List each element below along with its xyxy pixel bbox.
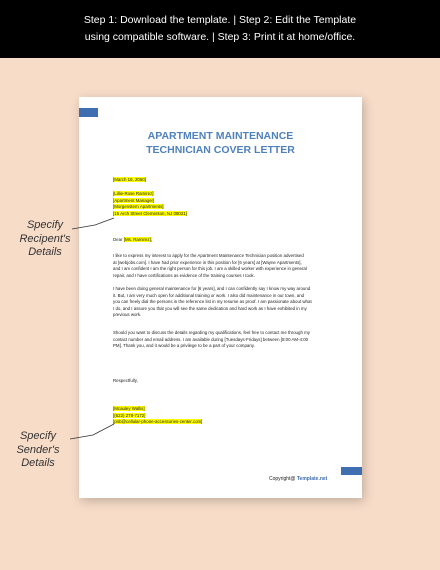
salutation: Dear [Ms. Ramirez], [113, 237, 153, 242]
sender-email: [pnb@cellular-phone-accessories-center.com] [113, 419, 203, 425]
recipient-name: [Lillie-Rose Ramirez] [113, 191, 154, 196]
sender-callout: Specify Sender's Details [16, 430, 60, 469]
recipient-title: [Apartment Manager] [113, 197, 155, 203]
recipient-callout-arrow [72, 218, 114, 229]
paragraph-3: Should you want to discuss the details regarding my qualifications, feel free to contact me through my contact number and email address. I am available during [Tuesdays-Fridays] between [8:00 AM-4:00 PM]. Thank you, and it would be a privilege to be a part of your company. [113, 330, 310, 349]
sender-name: [Mcauley Wallis] [113, 406, 145, 411]
template-net-link[interactable]: Template.net [296, 476, 328, 482]
paragraph-1: I like to express my interest to apply for the Apartment Maintenance Technician position advertised at [webjobs.com]. I have had prior experience in this position for [6 years] at [Wayne Apartments], and I am confident I am the right person for this job. I am a skilled worker with experience in general repair, and I have certifications as evidence of the training courses I took. [113, 253, 307, 278]
recipient-address: [15 Arch Street Clementon, NJ 08021] [113, 210, 187, 216]
recipient-callout: Specify Recipent's Details [19, 219, 71, 258]
copyright-notice: Copyright@ Template.net [269, 476, 328, 482]
sender-phone: [(622) 278-7172] [113, 412, 146, 418]
sender-callout-arrow [70, 424, 114, 439]
closing: Respectfully, [113, 378, 138, 383]
instructions-line-1: Step 1: Download the template. | Step 2: Edit the Template [83, 14, 357, 26]
document-title: APARTMENT MAINTENANCE TECHNICIAN COVER LETTER [146, 130, 295, 156]
paragraph-2: I have been doing general maintenance for [6 years], and I can confidently say I know my way around it. But, I am very much open for additional training or work. I also did maintenance in our town, and you can freely dial the persons in the reference list in my resume as proof. I am passionate about what I do, and I assure you that you will see the same dedication and hard work as I have exhibited in my previous work. [113, 286, 312, 318]
letter-date: [March 16, 2050] [113, 177, 146, 182]
instructions-line-2: using compatible software. | Step 3: Print it at home/office. [84, 31, 356, 43]
recipient-company: [Morgenstern Apartments] [113, 204, 164, 210]
